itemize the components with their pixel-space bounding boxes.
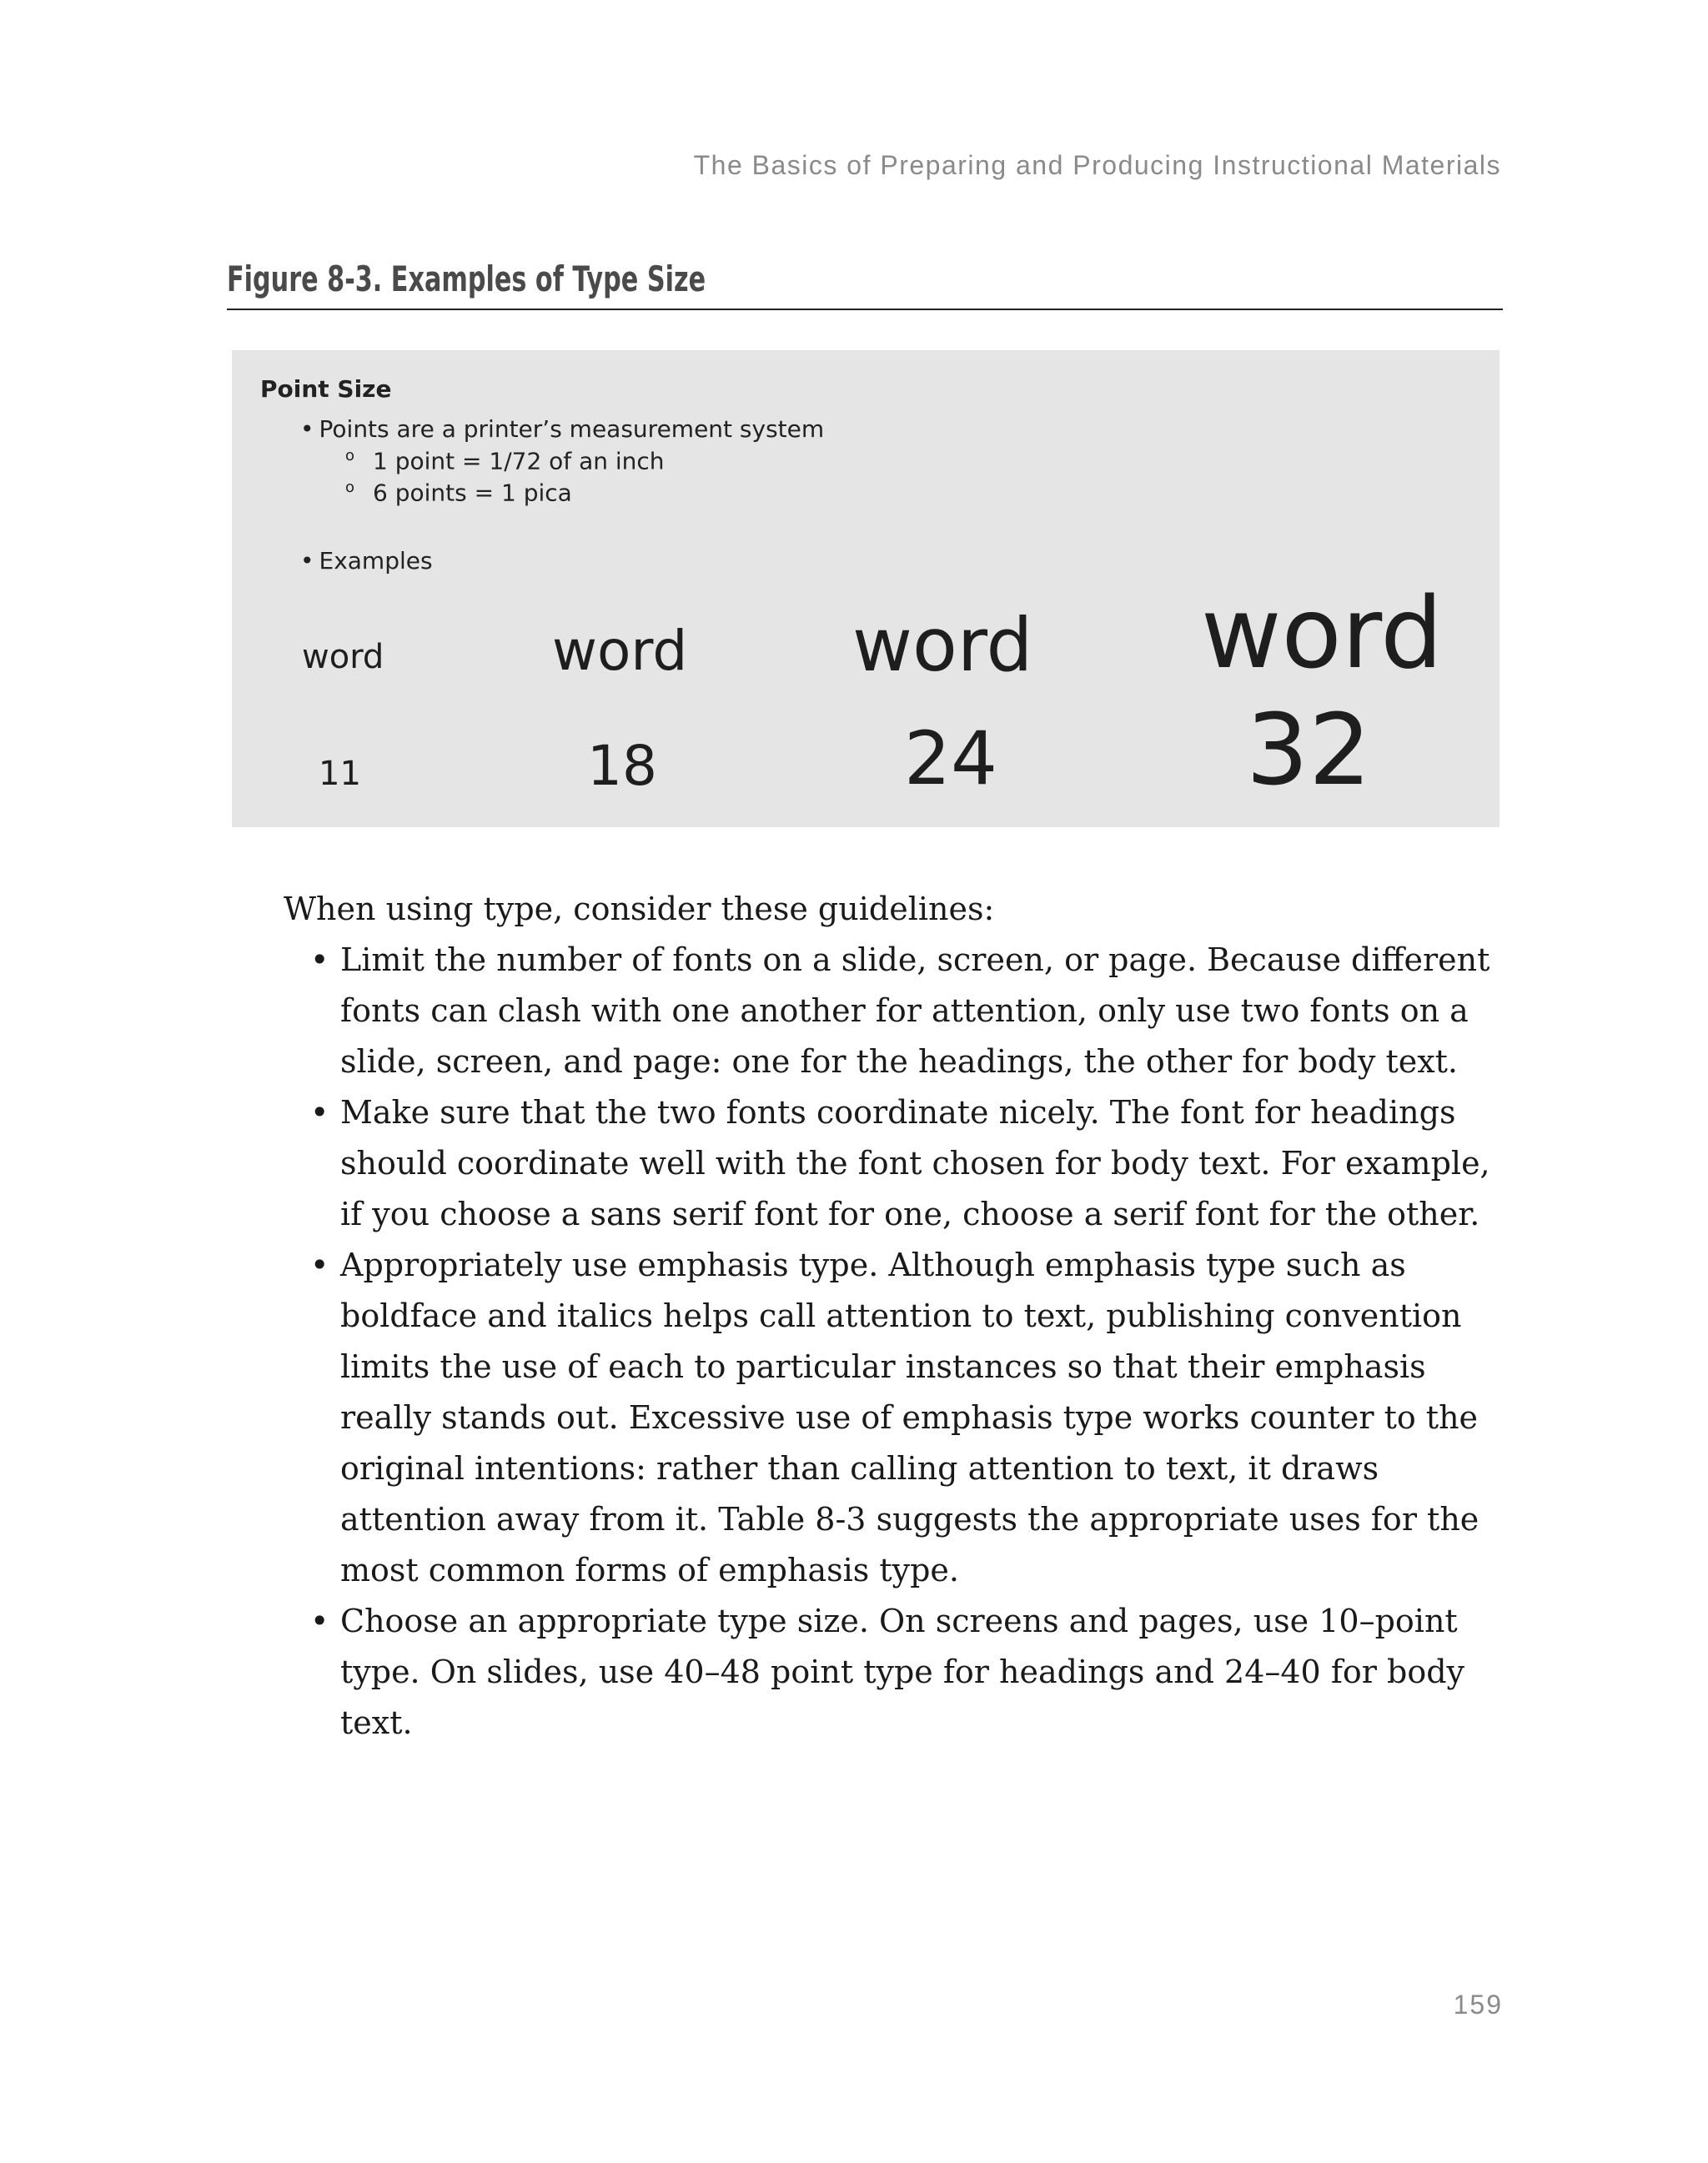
guidelines-lead: When using type, consider these guidelines: — [284, 891, 995, 927]
sub-bullet-text: 1 point = 1/72 of an inch — [373, 447, 665, 475]
example-word-18pt: word — [552, 619, 688, 683]
page-number: 159 — [1453, 1990, 1503, 2020]
example-word-11pt: word — [302, 638, 384, 676]
example-size-32: 32 — [1246, 692, 1372, 807]
figure-title-rule — [227, 309, 1503, 310]
sub-bullet-text: 6 points = 1 pica — [373, 479, 572, 507]
guidelines-list — [340, 935, 1510, 1749]
guideline-item: • Make sure that the two fonts coordinate nicely. The font for headings should coordinate well with the font chosen for body text. For example, if you choose a sans serif font for one, choose a serif font for the other. — [340, 1087, 1510, 1240]
running-header: The Basics of Preparing and Producing Instructional Materials — [693, 150, 1501, 180]
example-size-18: 18 — [587, 734, 657, 798]
bullet-dot: • — [300, 547, 314, 575]
guideline-item: • Appropriately use emphasis type. Although emphasis type such as boldface and italics helps call attention to text, publishing convention limits the use of each to particular instances so that their emphasis really stands out. Excessive use of emphasis type works counter to the original intentions: rather than calling attention to text, it draws attention away from it. Table 8-3 suggests the appropriate uses for the most common forms of emphasis type. — [340, 1240, 1510, 1596]
example-size-11: 11 — [319, 755, 361, 793]
guideline-item: • Choose an appropriate type size. On screens and pages, use 10–point type. On slides, use 40–48 point type for headings and 24–40 for body text. — [340, 1596, 1510, 1749]
bullet-text: Points are a printer’s measurement system — [319, 415, 825, 443]
figure-box-heading: Point Size — [260, 375, 392, 403]
guideline-item: • Limit the number of fonts on a slide, screen, or page. Because different fonts can clash with one another for attention, only use two fonts on a slide, screen, and page: one for the headings, the other for body text. — [340, 935, 1510, 1087]
figure-title: Figure 8-3. Examples of Type Size — [227, 258, 706, 299]
example-size-24: 24 — [904, 715, 997, 801]
bullet-dot: • — [300, 415, 314, 443]
sub-bullet-point — [345, 447, 665, 474]
sub-bullet-marker: o — [345, 447, 355, 464]
sub-bullet-marker: o — [345, 479, 355, 496]
bullet-text: Examples — [319, 547, 433, 575]
bullet-measurement-system — [300, 415, 824, 443]
bullet-examples — [300, 547, 433, 575]
figure-box — [232, 350, 1500, 827]
sub-bullet-pica — [345, 479, 572, 506]
body-text — [284, 884, 1510, 1749]
example-word-32pt: word — [1201, 575, 1444, 690]
example-word-24pt: word — [852, 602, 1033, 688]
